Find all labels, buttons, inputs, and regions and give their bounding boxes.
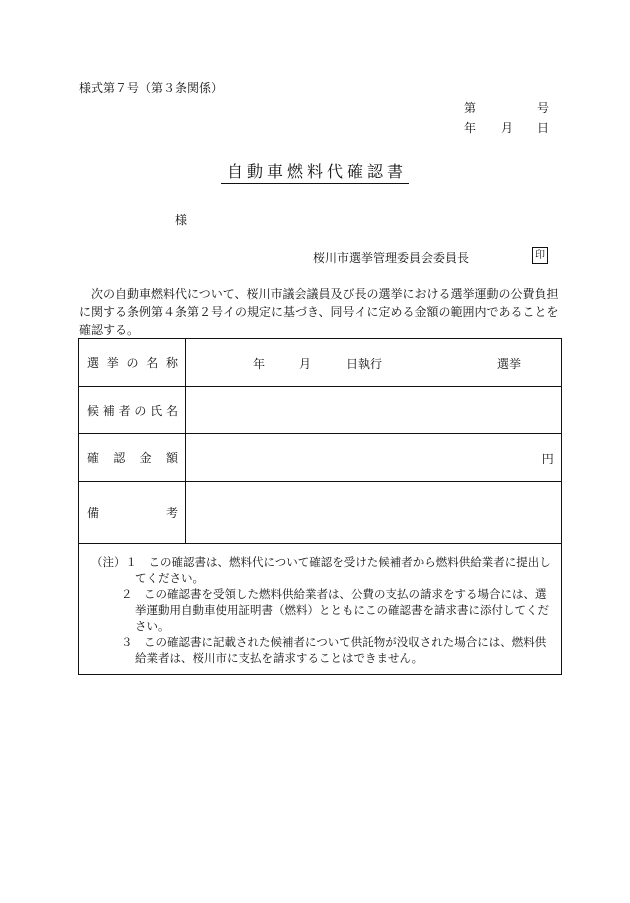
label-char: 備 [87, 506, 100, 520]
election-suffix-label: 選挙 [497, 356, 522, 371]
label-char: 確 [87, 451, 100, 465]
note-line: てください。 [135, 571, 204, 585]
remarks-field[interactable] [186, 482, 562, 544]
label-char: 候 [87, 403, 100, 418]
label-char: 額 [165, 451, 178, 465]
document-title [0, 162, 630, 184]
date-month-label: 月 [501, 121, 514, 135]
amount-label [79, 434, 186, 482]
label-char: 氏 [150, 403, 163, 418]
document-number-suffix: 号 [537, 101, 550, 115]
label-char: 名 [146, 356, 159, 370]
label-char: 考 [165, 506, 178, 520]
election-name-field[interactable] [186, 339, 562, 387]
label-char: 名 [165, 403, 178, 418]
note-line: 挙運動用自動車使用証明書（燃料）とともにこの確認書を請求書に添付してくだ [135, 603, 549, 617]
issuer-name: 桜川市選挙管理委員会委員長 [313, 251, 470, 265]
statement-line: に関する条例第４条第２号イの規定に基づき、同号イに定める金額の範囲内であることを [79, 305, 559, 319]
amount-field[interactable] [186, 434, 562, 482]
candidate-name-label [79, 387, 186, 434]
election-year-label: 年 [253, 356, 266, 371]
form-number: 様式第７号（第３条関係） [79, 81, 224, 95]
label-char: 補 [102, 403, 115, 418]
label-char: 称 [165, 356, 178, 370]
statement-line: 次の自動車燃料代について、桜川市議会議員及び長の選挙における選挙運動の公費負担 [91, 287, 559, 301]
date-day-label: 日 [537, 121, 550, 135]
election-name-label [79, 339, 186, 387]
label-char: 金 [139, 451, 152, 465]
election-day-held-label: 日執行 [346, 356, 383, 371]
table-row-candidate-name [79, 387, 562, 434]
yen-unit-label: 円 [541, 451, 554, 466]
note-line: ２ この確認書を受領した燃料供給業者は、公費の支払の請求をする場合には、選 [121, 587, 547, 601]
label-char: の [126, 356, 139, 370]
table-row-amount [79, 434, 562, 482]
confirmation-statement [79, 285, 559, 339]
label-char: の [134, 403, 147, 418]
statement-line: 確認する。 [79, 323, 140, 337]
label-char: 者 [118, 403, 131, 418]
label-char: 認 [113, 451, 126, 465]
seal-mark: 印 [532, 247, 548, 264]
document-title-text: 自動車燃料代確認書 [221, 162, 409, 184]
date-year-label: 年 [464, 121, 477, 135]
note-line: ３ この確認書に記載された候補者について供託物が没収された場合には、燃料供 [121, 635, 547, 649]
table-row-election-name [79, 339, 562, 387]
remarks-label [79, 482, 186, 544]
note-line: さい。 [135, 619, 170, 633]
note-line: 給業者は、桜川市に支払を請求することはできません。 [135, 651, 424, 665]
document-number-label: 第 [464, 101, 477, 115]
table-row-notes [79, 544, 562, 675]
addressee-suffix: 様 [175, 213, 188, 227]
label-char: 選 [87, 356, 100, 370]
notes-block [79, 544, 562, 675]
election-month-label: 月 [299, 356, 312, 371]
candidate-name-field[interactable] [186, 387, 562, 434]
confirmation-table [78, 338, 562, 675]
label-char: 挙 [106, 356, 119, 370]
table-row-remarks [79, 482, 562, 544]
note-line: （注）１ この確認書は、燃料代について確認を受けた候補者から燃料供給業者に提出し [91, 555, 551, 569]
